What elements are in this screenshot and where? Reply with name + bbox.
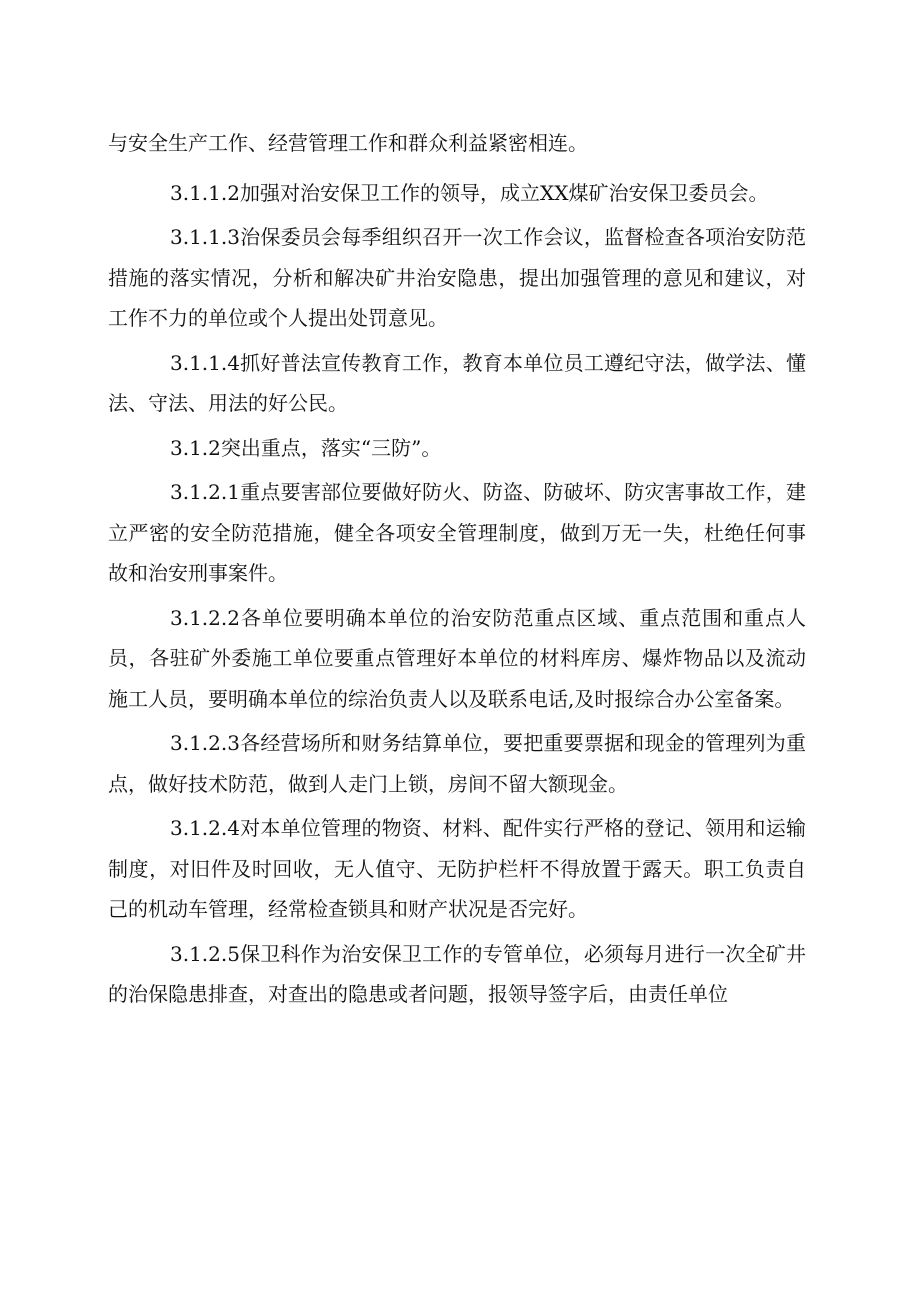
paragraph-continuation: 与安全生产工作、经营管理工作和群众利益紧密相连。 [108,131,588,155]
paragraph-3-1-1-4: 3.1.1.4抓好普法宣传教育工作，教育本单位员工遵纪守法，做学法、懂法、守法、用法的好公民。 [108,350,806,415]
paragraph-3-1-2: 3.1.2突出重点，落实“三防”。 [170,435,442,460]
paragraph-3-1-2-1: 3.1.2.1重点要害部位要做好防火、防盗、防破坏、防灾害事故工作，建立严密的安全防范措施，健全各项安全管理制度，做到万无一失，杜绝任何事故和治安刑事案件。 [108,480,806,585]
paragraph-3-1-1-3: 3.1.1.3治保委员会每季组织召开一次工作会议，监督检查各项治安防范措施的落实情况，分析和解决矿井治安隐患，提出加强管理的意见和建议，对工作不力的单位或个人提出处罚意见。 [108,225,806,330]
paragraph-3-1-2-2: 3.1.2.2各单位要明确本单位的治安防范重点区域、重点范围和重点人员，各驻矿外委施工单位要重点管理好本单位的材料库房、爆炸物品以及流动施工人员，要明确本单位的综治负责人以及联系电话,及时报综合办公室备案。 [108,605,806,711]
document-page [108,123,806,1015]
paragraph-3-1-2-4: 3.1.2.4对本单位管理的物资、材料、配件实行严格的登记、领用和运输制度，对旧件及时回收，无人值守、无防护栏杆不得放置于露天。职工负责自己的机动车管理，经常检查锁具和财产状况是否完好。 [108,816,806,921]
paragraph-3-1-2-3: 3.1.2.3各经营场所和财务结算单位，要把重要票据和现金的管理列为重点，做好技术防范，做到人走门上锁，房间不留大额现金。 [108,731,806,796]
paragraph-3-1-1-2: 3.1.1.2加强对治安保卫工作的领导，成立XX煤矿治安保卫委员会。 [170,180,769,205]
paragraph-3-1-2-5: 3.1.2.5保卫科作为治安保卫工作的专管单位，必须每月进行一次全矿井的治保隐患排查，对查出的隐患或者问题，报领导签字后，由责任单位 [108,941,806,1006]
